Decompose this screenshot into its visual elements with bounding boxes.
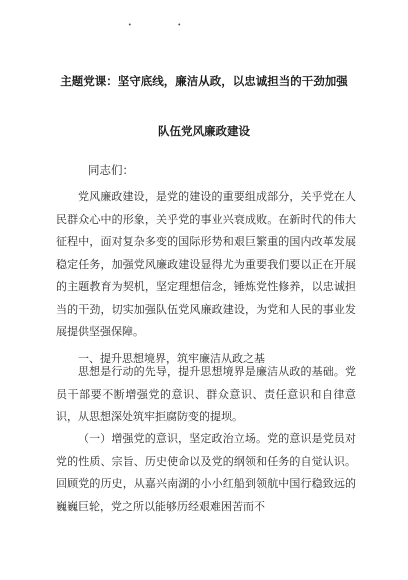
header-marks: • • bbox=[128, 22, 203, 29]
paragraph-subsection-1: （一）增强党的意识，坚定政治立场。党的意识是党员对党的性质、宗旨、历史使命以及党的纲领和任务的自觉认识。回顾党的历史，从嘉兴南湖的小小红船到领航中国行稳致远的巍巍巨轮，党之所以能够历经艰难困苦而不 bbox=[56, 432, 356, 513]
paragraph-intro: 党风廉政建设，是党的建设的重要组成部分，关乎党在人民群众心中的形象，关乎党的事业兴衰成败。在新时代的伟大征程中，面对复杂多变的国际形势和艰巨繁重的国内改革发展稳定任务，加强党风廉政建设显得尤为重要我们要以正在开展的主题教育为契机，坚定理想信念，锤炼党性修养，以忠诚担当的干劲，切实加强队伍党风廉政建设，为党和人民的事业发展提供坚强保障。 bbox=[56, 190, 356, 338]
title-line-1: 主题党课：坚守底线，廉洁从政，以忠诚担当的干劲加强 bbox=[60, 74, 348, 88]
title-line-2: 队伍党风廉政建设 bbox=[158, 124, 250, 138]
salutation: 同志们： bbox=[88, 163, 134, 177]
section-heading-1: 一、提升思想境界，筑牢廉洁从政之基 bbox=[78, 352, 265, 365]
paragraph-section-1: 思想是行动的先导，提升思想境界是廉洁从政的基础。党员干部要不断增强党的意识、群众意识、责任意识和自律意识，从思想深处筑牢拒腐防变的提坝。 bbox=[56, 365, 356, 423]
